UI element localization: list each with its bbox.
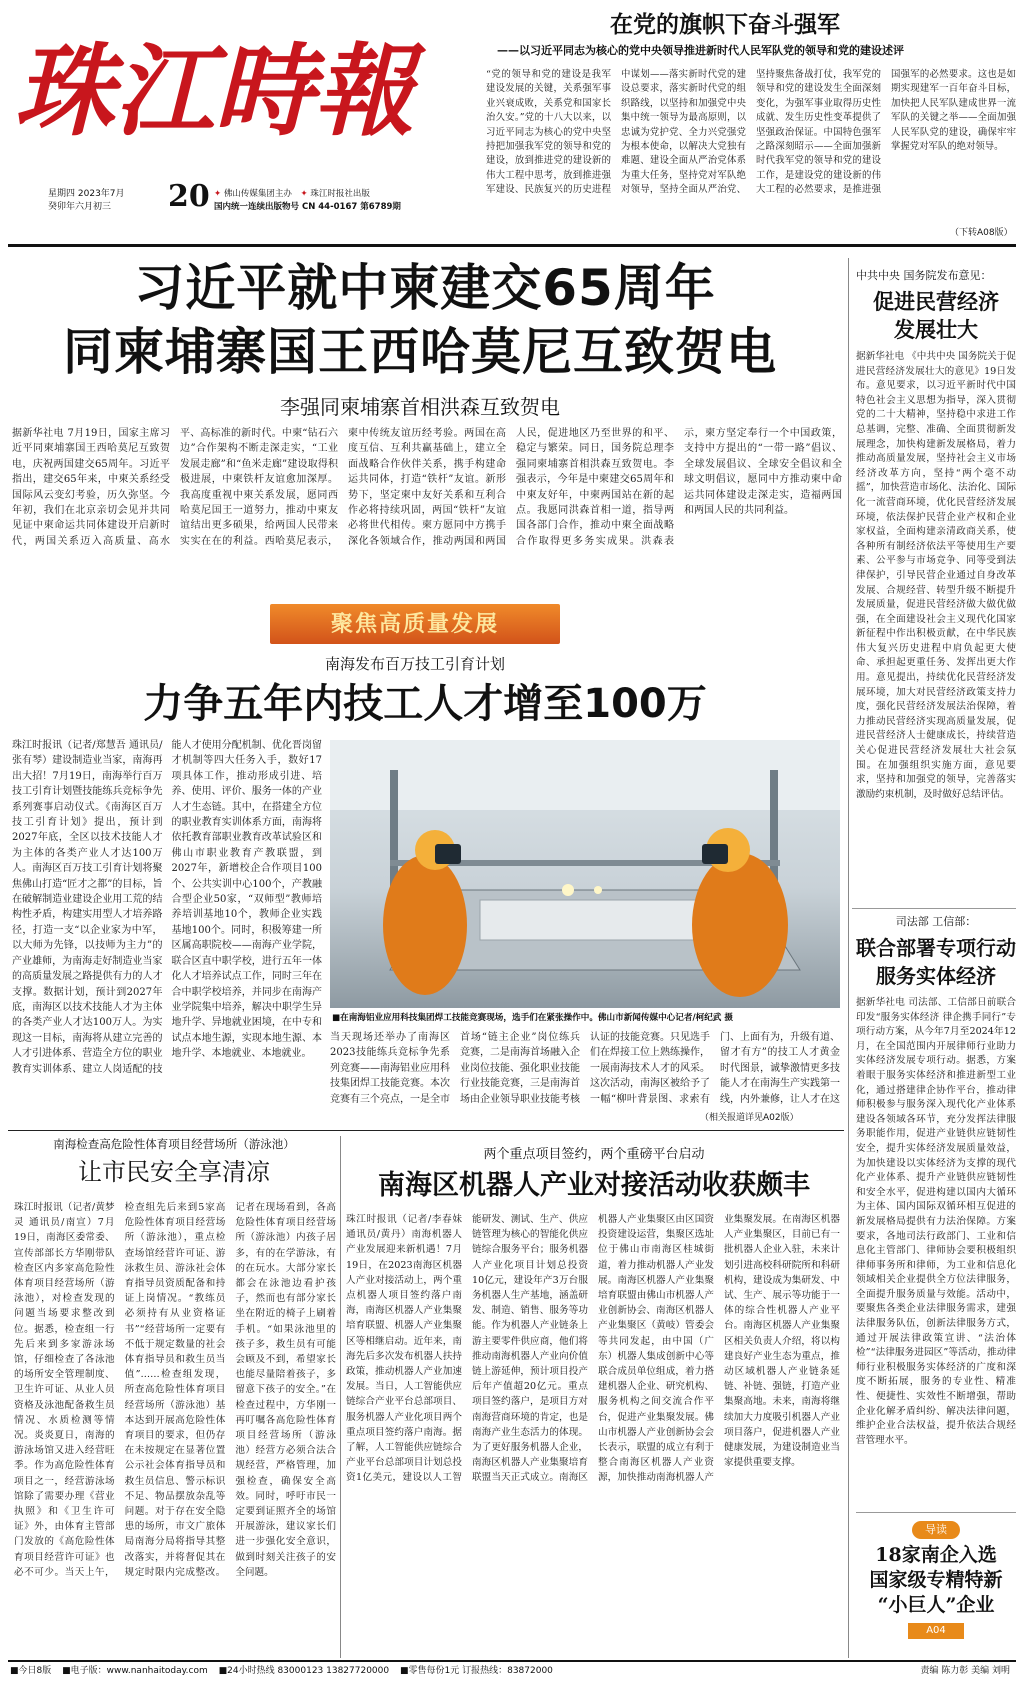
pool-body: 珠江时报讯（记者/黄梦灵 通讯员/南宣）7月19日，南海区委常委、宣传部部长方华刚带队检查区内多家高危险性体育项目经营场所（游泳池），对检查发现的问题当场要求整改到位。据悉，检查组一行先后来到多家游泳场馆，仔细检查了各泳池的场所安全管理制度、卫生许可证、从业人员资格及泳池配备救生员情况、水质检测等情况。炎炎夏日，南海的游泳场馆又进入经营旺季。作为高危险性体育项目之一，经营游泳场馆除了需要办理《营业执照》和《卫生许可证》外，由体育主管部门发放的《高危险性体育项目经营许可证》也必不可少。当天上午，检查组先后来到5家高危险性体育项目经营场所（游泳池），重点检查场馆经营许可证、游泳救生员、游泳社会体育指导员资质配备和持证上岗情况。“教练员必须持有从业资格证书”“经营场所一定要有不低于规定数量的社会体育指导员和救生员当值”……检查组发现，所查高危险性体育项目经营场所（游泳池）基本达到开展高危险性体育项目的要求，但仍存在未按规定在显著位置公示社会体育指导员和救生员信息、警示标识不足、物品摆放杂乱等问题。对于存在安全隐患的场所，市文广旅体局南海分局将指导其整改落实，并将督促其在规定时限内完成整改。记者在现场看到，各高危险性体育项目经营场所（游泳池）内孩子居多，有的在学游泳，有的在玩水。大部分家长都会在泳池边看护孩子，然而也有部分家长坐在附近的椅子上刷着手机。“如果泳池里的孩子多，救生员有可能会顾及不到，希望家长也能尽量陪着孩子，多留意下孩子的安全。”在检查过程中，方华刚一再叮嘱各高危险性体育项目经营场所（游泳池）经营方必须合法合规经营，严格管理，加强检查，确保安全高效。同时，呼吁市民一定要到证照齐全的场馆开展游泳，建议家长们进一步强化安全意识，做到时刻关注孩子的安全问题。	[14, 1202, 336, 1578]
focus-more: （相关报道详见A02版）	[700, 1113, 799, 1123]
masthead-logo-text: 珠江時報	[14, 34, 414, 146]
pool-kicker: 南海检查高危险性体育项目经营场所（游泳池）	[53, 1137, 295, 1151]
lead-title-line2: 同柬埔寨国王西哈莫尼互致贺电	[63, 323, 777, 381]
focus-banner	[270, 604, 560, 644]
masthead-rule	[8, 244, 1016, 247]
guide-badge: 导读	[912, 1521, 960, 1539]
lead-subtitle: 李强同柬埔寨首相洪森互致贺电	[280, 395, 560, 419]
side-mid-kicker: 司法部 工信部：	[895, 915, 977, 928]
guide-page: A04	[908, 1623, 964, 1639]
focus-photo	[330, 740, 840, 1008]
footer-pages: ■今日8版	[10, 1666, 52, 1676]
side-mid-body: 据新华社电 司法部、工信部日前联合印发“服务实体经济 律企携手同行”专项行动方案，从今年7月至2024年12月，在全国范围内开展律师行业助力实体经济发展专项行动。据悉，方案着眼于服务实体经济和推进新型工业化，通过搭建律企协作平台，推动律师积极参与服务深入现代化产业体系建设各领域各环节，充分发挥法律服务职能作用，促进产业链供应链韧性安全，提升实体经济发展质量效益，为加快建设以实体经济为支撑的现代化产业体系、提升产业链供应链韧性和安全水平，促进构建以国内大循环为主体、国内国际双循环相互促进的新发展格局提供有力法治保障。方案要求，各地司法行政部门、工业和信息化主管部门、律师协会要积极组织律师事务所和律师，为工业和信息化领域相关企业提供全方位法律服务，全面提升服务质量与效能。活动中，要聚焦各类企业法律服务需求，建强法律服务队伍，创新法律服务方式，通过开展法律政策宣讲、“法治体检”“法律服务进园区”等活动，推动律师行业积极服务实体经济的广度和深度不断拓展，服务的专业性、精准性、便捷性、实效性不断增强，帮助企业化解矛盾纠纷、解决法律问题，维护企业合法权益，提升依法合规经营管理水平。	[856, 997, 1016, 1446]
side-top-title-2: 发展壮大	[894, 317, 978, 342]
focus-kicker: 南海发布百万技工引育计划	[324, 655, 505, 673]
footer-hotline: ■24小时热线 83000123 13827720000	[218, 1666, 390, 1676]
pool-title: 让市民安全享清凉	[78, 1158, 270, 1186]
side-top-title-1: 促进民营经济	[873, 289, 999, 314]
footer-rule	[8, 1660, 1016, 1662]
guide-title-2: 国家级专精特新	[869, 1569, 1003, 1591]
robot-kicker: 两个重点项目签约，两个重磅平台启动	[483, 1147, 705, 1162]
focus-title: 力争五年内技工人才增至100万	[143, 681, 707, 727]
footer	[10, 1664, 1016, 1678]
group-logo-icon: ✦	[214, 189, 222, 199]
focus-body-right: 当天现场还举办了南海区2023技能练兵竞标争先系列竞赛——南海铝业应用科技集团焊工技能竞赛。本次竞赛有三个亮点，一是全市首场“链主企业”岗位练兵竞赛，二是南海首场融入企业岗位技能、强化职业技能行业技能竞赛，三是南海首场由企业领导职业技能考核认证的技能竞赛。只见选手们在焊接工位上熟练操作，一展南海技术人才的风采。这次活动，南海区被给予了一幅“柳叶背景图、求索有门、上面有为，升级有道、留才有方”的技工人才黄金时代图景，诚挚激情更多技能人才在南海生产实践第一线，内外兼修，让人才在这	[330, 1032, 840, 1105]
footer-site[interactable]: ■电子版：www.nanhaitoday.com	[62, 1666, 208, 1676]
org-pub: 珠江时报社出版	[310, 189, 370, 199]
paper-logo-icon: ✦	[300, 189, 308, 199]
masthead-logo	[14, 34, 454, 146]
robot-body: 珠江时报讯（记者/李春妹 通讯员/黄丹）南海机器人产业发展迎来新机遇！7月19日，在2023南海区机器人产业对接活动上，两个重点机器人项目签约落户南海，南海区机器人产业集聚培育联盟、机器人产业集聚区等相继启动。近年来，南海先后多次发布机器人扶持政策，推动机器人产业加速发展。当日，人工智能供应链综合产业平台总部项目、服务机器人产业化项目两个重点项目签约落户南海。据了解，人工智能供应链综合产业平台总部项目计划总投资1亿美元，建设以人工智能研发、测试、生产、供应链管理为核心的智能化供应链综合服务平台；服务机器人产业化项目计划总投资10亿元，建设年产3万台服务机器人生产基地，涵盖研发、制造、销售、服务等功能。作为机器人产业链条上游主要零件供应商，他们将推动南海机器人产业向价值链上游延伸，预计项目投产后年产值超20亿元。重点项目签约落户，是项目方对南海营商环境的肯定，也是南海产业生态活力的体现。为了更好服务机器人企业，南海区机器人产业集聚培育联盟当天正式成立。南海区机器人产业集聚区由区国资投资建设运营，集聚区选址位于佛山市南海区桂城街道，着力推动机器人产业发展。南海区机器人产业集聚培育联盟由佛山市机器人产业创新协会、南海区机器人产业集聚区（黄岐）管委会等共同发起，由中国（广东）机器人集成创新中心等联合成员单位组成，着力搭建机器人企业、研究机构、服务机构之间交流合作平台，促进产业集聚发展。佛山市机器人产业创新协会会长表示，联盟的成立有利于整合南海区机器人产业资源，加快推动南海机器人产业集聚发展。在南海区机器人产业集聚区，目前已有一批机器人企业入驻，未来计划引进高校科研院所和科研机构，建设成为集研发、中试、生产、展示等功能于一体的综合性机器人产业平台。南海区机器人产业集聚区相关负责人介绍，将以构建良好产业生态为重点，推动区域机器人产业链条延链、补链、强链，打造产业集聚高地。未来，南海将继续加大力度吸引机器人产业项目落户，促进机器人产业健康发展，为建设制造业当家提供重要支撑。	[346, 1214, 840, 1484]
masthead-org	[214, 188, 474, 214]
guide-title-1: 18家南企入选	[875, 1544, 997, 1566]
lead-title-line1: 习近平就中柬建交65周年	[134, 259, 716, 317]
side-divider-1	[852, 908, 1016, 909]
footer-price: ■零售每份1元 订报热线：83872000	[400, 1666, 553, 1676]
side-top-kicker: 中共中央 国务院发布意见：	[856, 269, 992, 282]
lead-body: 据新华社电 7月19日，国家主席习近平同柬埔寨国王西哈莫尼互致贺电，庆祝两国建交65周年。习近平指出，建交65年来，中柬关系经受国际风云变幻考验，历久弥坚。今年初，我们在北京亲切会见并共同见证中柬命运共同体建设开启新时代，两国关系迈入高质量、高水平、高标准的新时代。中柬“钻石六边”合作架构不断走深走实，“工业发展走廊”和“鱼米走廊”建设取得积极进展，中柬铁杆友谊愈加深厚。我高度重视中柬关系发展，愿同西哈莫尼国王一道努力，推动中柬友谊结出更多硕果，给两国人民带来实实在在的利益。西哈莫尼表示，柬中传统友谊历经考验。两国在高度互信、互利共赢基础上，建立全面战略合作伙伴关系，携手构建命运共同体，打造“铁杆”友谊。新形势下，坚定柬中友好关系和互利合作必将持续巩固，两国“铁杆”友谊必将世代相传。柬方愿同中方携手深化各领域合作，推动两国和两国人民，促进地区乃至世界的和平、稳定与繁荣。同日，国务院总理李强同柬埔寨首相洪森互致贺电。李强表示，今年是中柬建交65周年和中柬友好年，中柬两国站在新的起点。我愿同洪森首相一道，指导两国各部门合作，推动中柬全面战略合作取得更多务实成果。洪森表示，柬方坚定奉行一个中国政策，支持中方提出的“一带一路”倡议、全球发展倡议、全球安全倡议和全球文明倡议，愿同中方推动柬中命运共同体建设走深走实，造福两国和两国人民的共同利益。	[12, 428, 842, 547]
focus-bottom-rule	[8, 1130, 844, 1131]
guide-box[interactable]	[856, 1512, 1016, 1658]
side-mid-title-2: 服务实体经济	[876, 964, 996, 988]
org-main: 佛山传媒集团主办	[223, 189, 292, 199]
date-text: 2023年7月	[77, 189, 125, 199]
masthead-day: 20	[168, 179, 210, 214]
top-feature-title: 在党的旗帜下奋斗强军	[610, 12, 840, 38]
issn: 国内统一连续出版物号 CN 44-0167 第6789期	[214, 202, 401, 212]
masthead-date-block	[48, 188, 168, 214]
weekday: 星期四	[48, 189, 76, 199]
welding-photo-art	[330, 740, 840, 1008]
guide-title-3: “小巨人”企业	[877, 1594, 995, 1616]
top-feature-body: “党的领导和党的建设是我军建设发展的关键，关系强军事业兴衰成败，关系党和国家长治久安。”党的十八大以来，以习近平同志为核心的党中央坚持把加强我军党的领导和党的建设，放到推进党的建设新的伟大工程中思考，放到推进强军建设、民族复兴的历史进程中谋划——落实新时代党的建设总要求，落实新时代党的组织路线，以坚持和加强党中央集中统一领导为最高原则，以忠诚为党护党、全力兴党强党为根本使命，以解决大党独有难题、建设全面从严治党体系为重大任务，坚持党对军队绝对领导，坚持全面从严治党、坚持聚焦备战打仗，我军党的领导和党的建设发生全面深刻变化，为强军事业取得历史性成就、发生历史性变革提供了坚强政治保证。中国特色强军之路深刻昭示——全面加强新时代我军党的领导和党的建设工作，是建设党的建设新的伟大工程的必然要求，是推进强国强军的必然要求。这也是如期实现建军一百年奋斗目标，加快把人民军队建成世界一流军队的关键之举——全面加强人民军队党的建设，确保牢牢掌握党对军队的绝对领导。	[486, 69, 1016, 196]
focus-banner-text: 聚焦高质量发展	[330, 611, 499, 637]
side-top-body: 据新华社电 《中共中央 国务院关于促进民营经济发展壮大的意见》19日发布。意见要求，以习近平新时代中国特色社会主义思想为指导，深入贯彻党的二十大精神，坚持稳中求进工作总基调，完整、准确、全面贯彻新发展理念，加快构建新发展格局，着力推动高质量发展，坚持社会主义市场经济改革方向，坚持“两个毫不动摇”，加快营造市场化、法治化、国际化一流营商环境，优化民营经济发展环境，依法保护民营企业产权和企业家权益，全面构建亲清政商关系，使各种所有制经济依法平等使用生产要素、公平参与市场竞争、同等受到法律保护，引导民营企业通过自身改革发展、合规经营、转型升级不断提升发展质量，促进民营经济做大做优做强，在全面建设社会主义现代化国家新征程中作出积极贡献，在中华民族伟大复兴历史进程中肩负起更大使命、承担起更重任务、发挥出更大作用。意见提出，持续优化民营经济发展环境，加大对民营经济政策支持力度，强化民营经济发展法治保障，着力推动民营经济实现高质量发展，促进民营经济人士健康成长，持续营造关心促进民营经济发展壮大社会氛围。在加强组织实施方面，意见要求，坚持和加强党的领导，完善落实激励约束机制，及时做好总结评估。	[856, 351, 1016, 800]
top-feature-subtitle: ——以习近平同志为核心的党中央领导推进新时代人民军队党的领导和党的建设述评	[497, 44, 904, 57]
lunar-date: 癸卯年六月初三	[48, 202, 112, 212]
right-column-divider	[848, 258, 849, 1658]
side-mid-title-1: 联合部署专项行动	[856, 936, 1016, 960]
robot-title: 南海区机器人产业对接活动收获颇丰	[378, 1170, 810, 1201]
bottom-divider	[340, 1136, 341, 1658]
focus-body-left: 珠江时报讯（记者/郑慧吾 通讯员/张有琴）建设制造业当家，南海再出大招！7月19日，南海举行百万技工引育计划暨技能练兵竞标争先系列赛事启动仪式。《南海区百万技工引育计划》提出，预计到2027年底，全区以技术技能人才为主体的各类产业人才达100万人。南海区百万技工引育计划将聚焦佛山打造“匠才之都”的目标，旨在破解制造业建设企业用工荒的结构性矛盾，构建实用型人才培养路径，打造一支“以企业家为中军，以大师为先锋，以技师为主力”的产业雄师，为南海走好制造业当家的高质量发展之路提供有力的人才支撑。数据计划，预计到2027年底，南海区以技术技能人才为主体的各类产业人才达100万人。为实现这一目标，南海将从建立完善的人才引进体系、营造全方位的职业教育实训体系、建立人岗适配的技能人才使用分配机制、优化晋岗留才机制等四大任务入手，数好17项具体工作，推动形成引进、培养、使用、评价、服务一体的产业人才生态链。其中，在搭建全方位的职业教育实训体系方面，南海将依托教育部职业教育改革试验区和佛山市职业教育产教联盟，到2027年，新增校企合作项目100个、公共实训中心100个，产教融合型企业50家，“双师型”教师培养培训基地10个，教师企业实践基地100个。同时，积极筹建一所区属高职院校——南海产业学院，联合区直中职学校，进行五年一体化人才培养试点工作，同时三年在合中职学校培养，并同步在南海产业学院集中培养，解决中职学生异地升学、异地就业困境，在中专和试点本地生源，实现本地生源、本地升学、本地就业、本地就业。	[12, 740, 322, 1075]
top-feature-more: （下转A08版）	[950, 225, 1013, 238]
focus-photo-caption: ■在南海铝业应用科技集团焊工技能竞赛现场，选手们在紧张操作中。佛山市新闻传媒中心记者/柯纪武 摄	[332, 1013, 733, 1023]
footer-editors: 责编 陈力彰 美编 刘明	[920, 1666, 1010, 1676]
masthead-logo-art	[14, 34, 454, 146]
